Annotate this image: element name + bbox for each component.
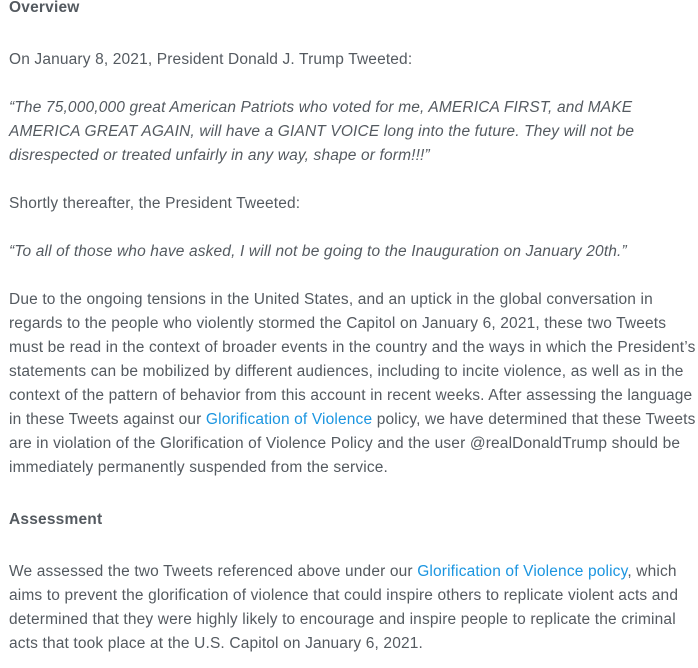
spacer [9,528,698,560]
assessment-heading: Assessment [9,511,103,528]
assessment-body [9,560,698,656]
spacer [9,72,698,96]
assessment-body-text-continued: , which aims to prevent the glorification of violence that could inspire others to replicate violent acts and determined that they were highly likely to encourage and inspire people to replicate the criminal acts that took place at the U.S. Capitol on January 6, 2021. [9,563,679,652]
overview-body-text-continued: policy, we have determined that these Tweets are in violation of the Glorification of Violence Policy and the user @realDonaldTrump should be immediately permanently suspended from the service. [9,411,696,476]
overview-body-text: Due to the ongoing tensions in the United States, and an uptick in the global conversation in regards to the people who violently stormed the Capitol on January 6, 2021, these two Tweets must be read in the context of broader events in the country and the ways in which the President’s statements can be mobilized by different audiences, including to incite violence, as well as in the context of the pattern of behavior from this account in recent weeks. After assessing the language in these Tweets against our [9,291,696,428]
spacer [9,264,698,288]
glorification-of-violence-link[interactable]: Glorification of Violence [205,411,373,428]
spacer [9,168,698,192]
overview-heading: Overview [9,0,80,16]
overview-intro: On January 8, 2021, President Donald J. Trump Tweeted: [9,51,413,68]
spacer [9,16,698,48]
quote-first-tweet: “The 75,000,000 great American Patriots who voted for me, AMERICA FIRST, and MAKE AMERICA GREAT AGAIN, will have a GIANT VOICE long into the future. They will not be disrespected or treated unfairly in any way, shape or form!!!” [9,99,635,164]
assessment-body-text: We assessed the two Tweets referenced above under our [9,563,418,580]
spacer [9,216,698,240]
glorification-of-violence-policy-link[interactable]: Glorification of Violence policy [417,563,628,580]
overview-body [9,288,698,480]
overview-followup: Shortly thereafter, the President Tweeted: [9,195,301,212]
quote-second-tweet: “To all of those who have asked, I will not be going to the Inauguration on January 20th.” [9,243,627,260]
spacer [9,480,698,512]
